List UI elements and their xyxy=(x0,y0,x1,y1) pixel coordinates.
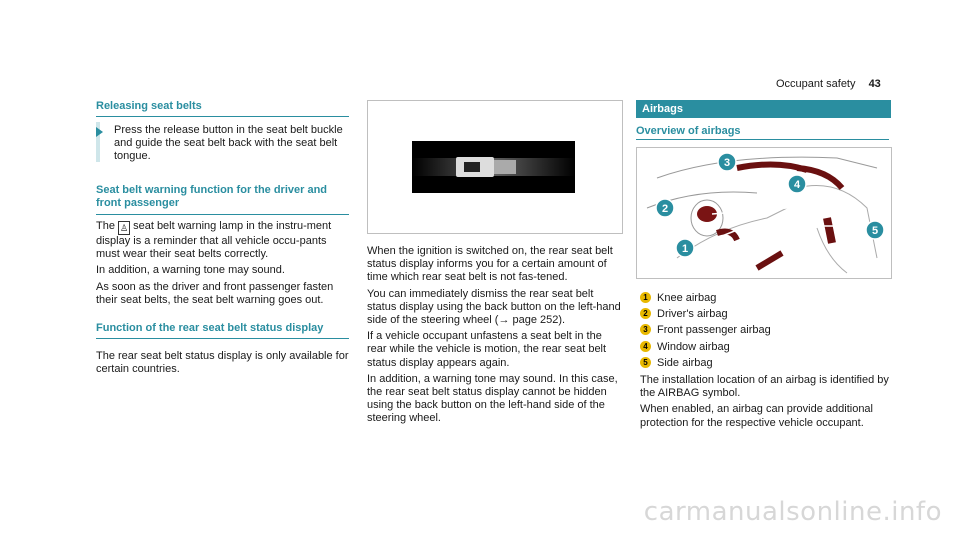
legend-label: Side airbag xyxy=(657,356,713,369)
section-name: Occupant safety xyxy=(776,78,856,90)
heading-rule xyxy=(636,139,889,140)
warning-text-lead: The xyxy=(96,220,115,232)
callout-5 xyxy=(866,221,884,239)
seat-belt-image xyxy=(368,101,622,233)
airbag-legend xyxy=(640,292,890,370)
legend-item xyxy=(640,324,890,337)
airbags-banner: Airbags xyxy=(636,100,891,118)
warning-off-text: As soon as the driver and front passenger fasten their seat belts, the seat belt warning goes out. xyxy=(96,280,334,306)
legend-number: 2 xyxy=(640,308,651,319)
ignition-text: When the ignition is switched on, the rear seat belt status display informs you for a certain amount of time which rear seat belt is not fas-tened. xyxy=(367,245,613,284)
callout-3 xyxy=(718,153,736,171)
running-header xyxy=(776,78,881,90)
svg-text:1: 1 xyxy=(681,243,689,255)
warning-tone-text: In addition, a warning tone may sound. xyxy=(96,264,285,277)
svg-text:4: 4 xyxy=(793,179,801,191)
dismiss-text: You can immediately dismiss the rear seat belt status display using the back button on the left-hand side of the steering wheel (→ page 252). xyxy=(367,287,621,327)
warning-body xyxy=(96,220,350,310)
seat-belt-display-figure xyxy=(367,100,623,234)
legend-number: 4 xyxy=(640,341,651,352)
legend-number: 1 xyxy=(640,292,651,303)
arrow-right-icon xyxy=(96,127,103,137)
heading-rule xyxy=(96,214,349,215)
legend-label: Driver's airbag xyxy=(657,308,728,321)
step-text: Press the release button in the seat belt buckle and guide the seat belt back with the seat belt tongue. xyxy=(114,124,343,163)
airbag-overview-figure xyxy=(636,147,892,279)
heading-rule xyxy=(96,116,349,117)
warning-text-rest: seat belt warning lamp in the instru-ment display is a reminder that all vehicle occu-pants must wear their seat belts correctly. xyxy=(96,220,332,261)
legend-item xyxy=(640,308,890,321)
legend-label: Front passenger airbag xyxy=(657,324,771,337)
svg-text:2: 2 xyxy=(661,203,669,215)
legend-label: Window airbag xyxy=(657,340,730,353)
legend-number: 3 xyxy=(640,324,651,335)
rear-display-text: The rear seat belt status display is only available for certain countries. xyxy=(96,350,349,376)
heading-seat-belt-warning: Seat belt warning function for the driver and front passenger xyxy=(96,184,328,209)
heading-rear-belt-display: Function of the rear seat belt status display xyxy=(96,322,324,334)
callout-2 xyxy=(656,199,674,217)
callout-4 xyxy=(788,175,806,193)
page-number: 43 xyxy=(868,78,881,90)
warning-tone-rear-text: In addition, a warning tone may sound. In this case, the rear seat belt status display cannot be hidden using the back button on the left-hand side of the steering wheel. xyxy=(367,372,618,425)
legend-item xyxy=(640,341,890,354)
unfasten-text: If a vehicle occupant unfastens a seat belt in the rear while the vehicle is motion, the rear seat belt status display appears again. xyxy=(367,330,607,369)
col2-body xyxy=(367,245,623,429)
heading-rule xyxy=(96,338,349,339)
svg-text:5: 5 xyxy=(871,225,879,237)
legend-item xyxy=(640,292,890,305)
airbag-legend-block xyxy=(640,292,890,433)
heading-overview-airbags: Overview of airbags xyxy=(636,125,741,137)
legend-label: Knee airbag xyxy=(657,292,717,304)
airbag-protection-text: When enabled, an airbag can provide additional protection for the respective vehicle occupant. xyxy=(640,403,873,429)
watermark-text: carmanualsonline.info xyxy=(643,497,942,527)
callout-1 xyxy=(676,239,694,257)
legend-item xyxy=(640,357,890,370)
airbag-symbol-text: The installation location of an airbag is identified by the AIRBAG symbol. xyxy=(640,374,889,400)
heading-releasing-seat-belts: Releasing seat belts xyxy=(96,100,202,112)
legend-number: 5 xyxy=(640,357,651,368)
seat-belt-warning-icon: ♙ xyxy=(119,223,129,233)
airbag-diagram xyxy=(637,148,891,278)
svg-text:3: 3 xyxy=(723,157,731,169)
